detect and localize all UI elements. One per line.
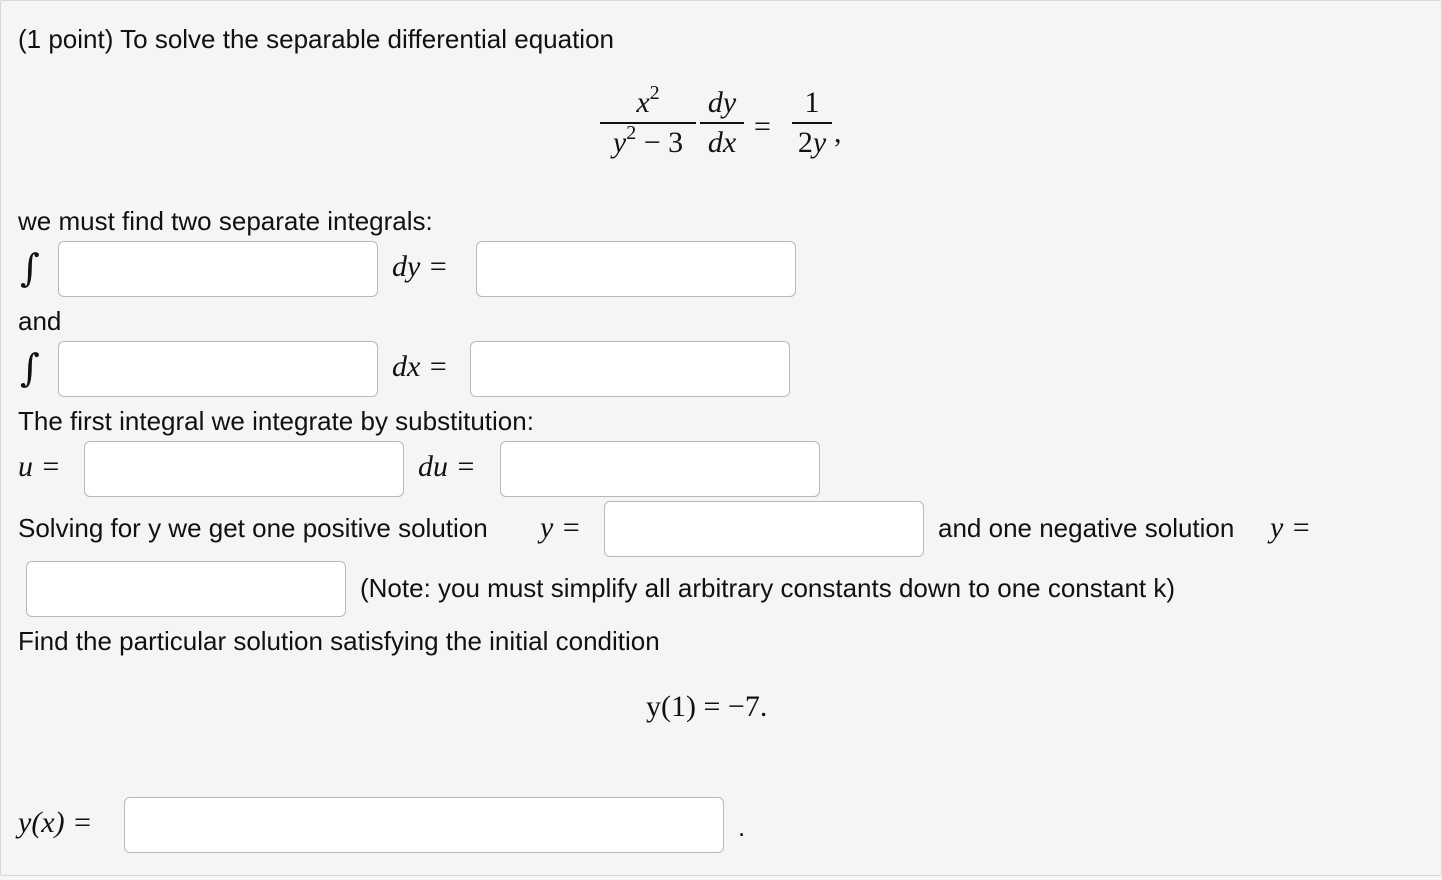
integrand-dx-input[interactable] (58, 341, 378, 397)
note-text: (Note: you must simplify all arbitrary constants down to one constant k) (360, 573, 1176, 603)
lhs-den-rest: − 3 (636, 126, 684, 159)
result-dy-input[interactable] (476, 241, 796, 297)
integral-sign-dx: ∫ (20, 346, 40, 390)
particular-text: Find the particular solution satisfying the initial condition (18, 626, 660, 656)
fraction-rhs (792, 86, 832, 160)
result-dx-input[interactable] (470, 341, 790, 397)
fraction-derivative (700, 86, 744, 160)
equation-comma: , (834, 116, 842, 149)
integrand-dy-input[interactable] (58, 241, 378, 297)
rhs-num: 1 (804, 86, 820, 119)
lhs-den-var: y (612, 126, 627, 159)
negative-solution-input[interactable] (26, 561, 346, 617)
d-den: dx (707, 126, 737, 159)
particular-solution-input[interactable] (124, 797, 724, 853)
y-equals-negative-label: y = (1270, 511, 1312, 544)
initial-condition: y(1) = −7. (646, 690, 768, 723)
solving-text: Solving for y we get one positive solution (18, 513, 488, 543)
find-integrals-text: we must find two separate integrals: (18, 206, 433, 236)
and-text: and (18, 306, 62, 336)
positive-solution-input[interactable] (604, 501, 924, 557)
negative-text: and one negative solution (938, 513, 1235, 543)
equals-sign: = (754, 110, 771, 143)
u-input[interactable] (84, 441, 404, 497)
lhs-num-exp: 2 (649, 82, 660, 104)
d-num: dy (707, 86, 737, 119)
intro-text: (1 point) To solve the separable differential equation (18, 24, 614, 54)
yx-equals-label: y(x) = (18, 806, 93, 839)
integral-sign-dy: ∫ (20, 246, 40, 290)
lhs-den-exp: 2 (626, 122, 637, 144)
dy-equals-label: dy = (392, 250, 449, 283)
substitution-text: The first integral we integrate by substitution: (18, 406, 534, 436)
rhs-den-var: y (812, 126, 827, 159)
y-equals-positive-label: y = (540, 511, 582, 544)
fraction-lhs (600, 82, 696, 160)
u-equals-label: u = (18, 450, 61, 483)
final-period: . (738, 812, 746, 842)
dx-equals-label: dx = (392, 350, 449, 383)
du-equals-label: du = (418, 450, 476, 483)
du-input[interactable] (500, 441, 820, 497)
rhs-den-coef: 2 (797, 126, 813, 159)
lhs-num-var: x (636, 86, 650, 119)
